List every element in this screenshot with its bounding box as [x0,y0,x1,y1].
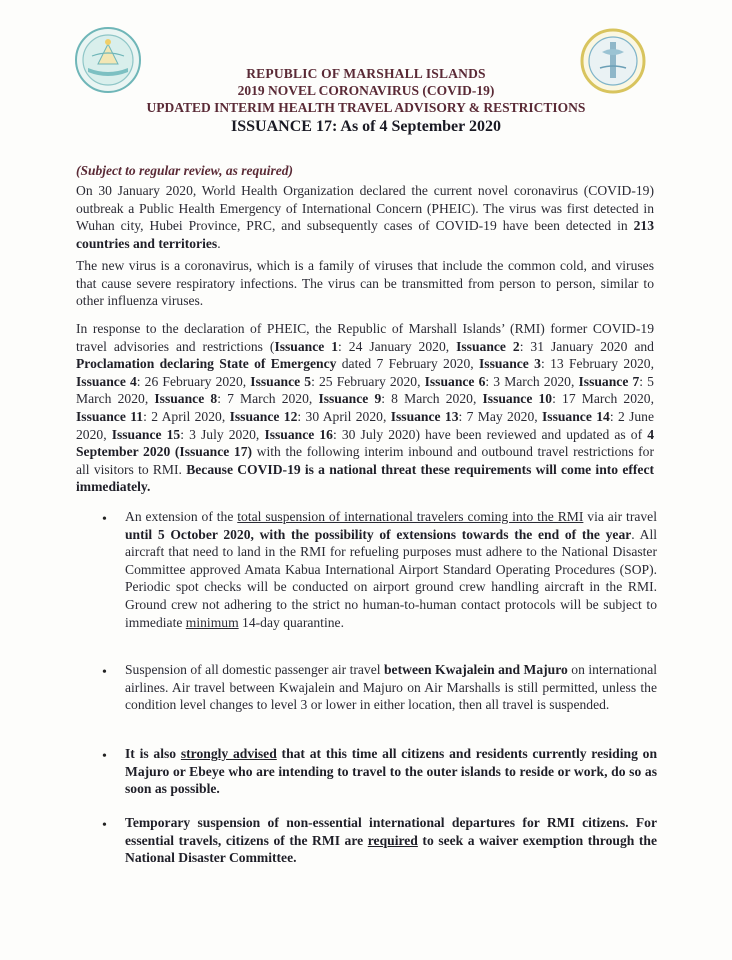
bullet-marker: • [102,818,107,833]
bullet-marker: • [102,665,107,680]
paragraph-who-declaration: On 30 January 2020, World Health Organization declared the current novel coronavirus (COVID-19) outbreak a Public Health Emergency of International Concern (PHEIC). The virus was first detected in Wuhan city, Hubei Province, PRC, and subsequently cases of COVID-19 have been detected in 213 countries and territories. [76,183,654,251]
header-advisory: UPDATED INTERIM HEALTH TRAVEL ADVISORY & RESTRICTIONS [146,100,586,115]
paragraph-issuance-history: In response to the declaration of PHEIC, the Republic of Marshall Islands’ (RMI) former COVID-19 travel advisories and restrictions (Issuance 1: 24 January 2020, Issuance 2: 31 January 2020 and Proclamation declaring State of Emergency dated 7 February 2020, Issuance 3: 13 February 2020, Issuance 4: 26 February 2020, Issuance 5: 25 February 2020, Issuance 6: 3 March 2020, Issuance 7: 5 March 2020, Issuance 8: 7 March 2020, Issuance 9: 8 March 2020, Issuance 10: 17 March 2020, Issuance 11: 2 April 2020, Issuance 12: 30 April 2020, Issuance 13: 7 May 2020, Issuance 14: 2 June 2020, Issuance 15: 3 July 2020, Issuance 16: 30 July 2020) have been reviewed and updated as of 4 September 2020 (Issuance 17) with the following interim inbound and outbound travel restrictions for all visitors to RMI. Because COVID-19 is a national threat these requirements will come into effect immediately. [76,321,655,495]
header-issuance: ISSUANCE 17: As of 4 September 2020 [231,118,501,135]
bullet-marker: • [102,512,107,527]
review-note: (Subject to regular review, as required) [76,163,293,178]
header-republic: REPUBLIC OF MARSHALL ISLANDS [246,66,486,81]
list-item-departures-suspension: Temporary suspension of non-essential international departures for RMI citizens. For essential travels, citizens of the RMI are required to seek a waiver exemption through the National Disaster Committee. [125,815,657,866]
paragraph-virus-info: The new virus is a coronavirus, which is a family of viruses that include the common cold, and viruses that cause severe respiratory infections. The virus can be transmitted from person to person, similar to other influenza viruses. [76,258,654,309]
header-covid: 2019 NOVEL CORONAVIRUS (COVID-19) [237,83,495,98]
list-item-domestic-travel: Suspension of all domestic passenger air travel between Kwajalein and Majuro on international airlines. Air travel between Kwajalein and Majuro on Air Marshalls is still permitted, unless the condition level changes to level 3 or lower in either location, then all travel is suspended. [125,662,658,713]
list-item-outer-islands-advice: It is also strongly advised that at this time all citizens and residents currently residing on Majuro or Ebeye who are intending to travel to the outer islands to reside or work, do so as soon as possible. [125,746,657,797]
bullet-marker: • [102,749,107,764]
list-item-travel-suspension: An extension of the total suspension of international travelers coming into the RMI via air travel until 5 October 2020, with the possibility of extensions towards the end of the year. All aircraft that need to land in the RMI for refueling purposes must adhere to the National Disaster Committee approved Amata Kabua International Airport Standard Operating Procedures (SOP). Periodic spot checks will be conducted on airport ground crew handling aircraft in the RMI. Ground crew not adhering to the strict no human-to-human contact protocols will be subject to immediate minimum 14-day quarantine. [125,509,657,630]
